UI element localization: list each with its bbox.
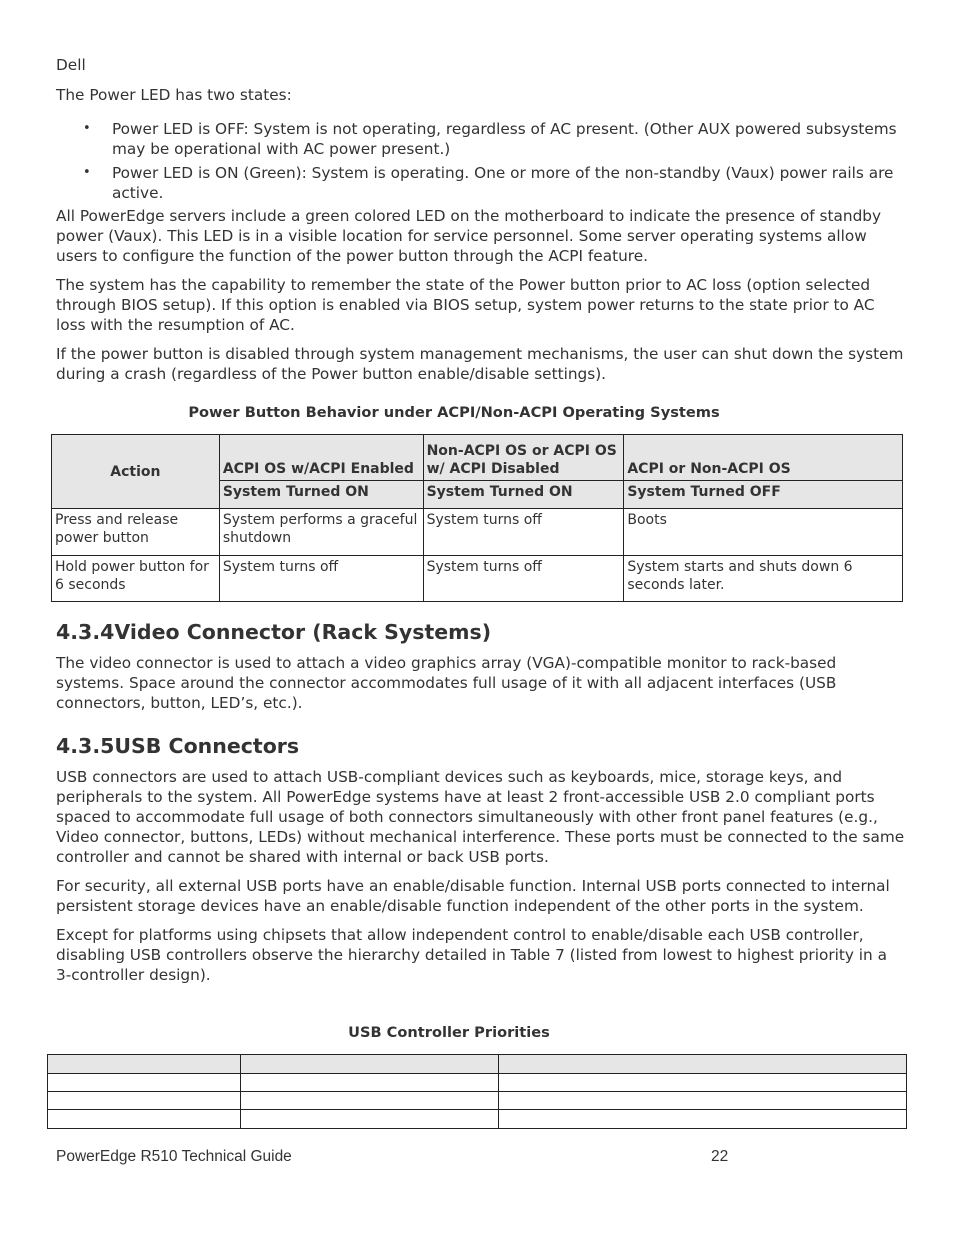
power-button-behavior-table bbox=[51, 434, 903, 602]
column-header: Non-ACPI OS or ACPI OS w/ ACPI Disabled bbox=[423, 435, 624, 481]
table-cell: Boots bbox=[624, 509, 903, 556]
video-connector-paragraph: The video connector is used to attach a video graphics array (VGA)-compatible monitor to rack-based systems. Space around the connector accommodates full usage of it with all adjacent interfaces (USB connectors, button, LED’s, etc.). bbox=[56, 654, 837, 712]
section-number: 4.3.4 bbox=[56, 620, 115, 644]
table-cell bbox=[48, 1092, 241, 1110]
power-led-states-list bbox=[56, 119, 906, 203]
table-row bbox=[48, 1110, 907, 1129]
video-connector-section bbox=[56, 620, 906, 713]
usb-hierarchy-paragraph: Except for platforms using chipsets that allow independent control to enable/disable each USB controller, disabling USB controllers observe the hierarchy detailed in Table 7 (listed from lowest to highest priority in a 3-controller design). bbox=[56, 926, 887, 984]
footer-title: PowerEdge R510 Technical Guide bbox=[56, 1148, 292, 1165]
table-cell: Hold power button for 6 seconds bbox=[52, 556, 220, 602]
column-header: ACPI or Non-ACPI OS bbox=[624, 435, 903, 481]
usb-controller-priorities-table bbox=[47, 1054, 907, 1129]
action-header: Action bbox=[52, 435, 220, 509]
sub-header: System Turned ON bbox=[219, 481, 423, 509]
usb-security-paragraph: For security, all external USB ports have an enable/disable function. Internal USB ports connected to internal persistent storage devices have an enable/disable function independent of the other ports in the system. bbox=[56, 877, 890, 915]
list-item bbox=[56, 119, 906, 159]
table-cell: Press and release power button bbox=[52, 509, 220, 556]
table-cell: System turns off bbox=[423, 509, 624, 556]
table-row bbox=[48, 1055, 907, 1074]
table-cell bbox=[240, 1110, 499, 1129]
table-cell bbox=[499, 1110, 907, 1129]
table-cell bbox=[240, 1074, 499, 1092]
section-title: Video Connector (Rack Systems) bbox=[114, 620, 492, 644]
table-cell bbox=[240, 1092, 499, 1110]
sub-header: System Turned OFF bbox=[624, 481, 903, 509]
section-number: 4.3.5 bbox=[56, 734, 115, 758]
power-state-paragraph: The system has the capability to remember the state of the Power button prior to AC loss (option selected through BIOS setup). If this option is enabled via BIOS setup, system power returns to the state prior to AC loss with the resumption of AC. bbox=[56, 276, 875, 334]
bullet-text: Power LED is OFF: System is not operating, regardless of AC present. (Other AUX powered subsystems may be operational with AC power present.) bbox=[112, 120, 897, 158]
page-number: 22 bbox=[711, 1148, 729, 1165]
power-table-caption-text: Power Button Behavior under ACPI/Non-ACPI Operating Systems bbox=[188, 404, 720, 421]
crash-shutdown-paragraph: If the power button is disabled through system management mechanisms, the user can shut down the system during a crash (regardless of the Power button enable/disable settings). bbox=[56, 345, 904, 383]
bullet-icon: • bbox=[83, 121, 91, 136]
table-row bbox=[52, 509, 903, 556]
table-row bbox=[52, 556, 903, 602]
column-header: ACPI OS w/ACPI Enabled bbox=[219, 435, 423, 481]
table-cell: System starts and shuts down 6 seconds later. bbox=[624, 556, 903, 602]
intro-section bbox=[56, 85, 906, 384]
table-cell: System turns off bbox=[423, 556, 624, 602]
list-item bbox=[56, 163, 906, 203]
table-row bbox=[48, 1092, 907, 1110]
table-cell: System turns off bbox=[219, 556, 423, 602]
table-row bbox=[48, 1074, 907, 1092]
table-cell bbox=[48, 1074, 241, 1092]
table-cell bbox=[499, 1055, 907, 1074]
power-table-caption bbox=[56, 404, 954, 421]
section-title: USB Connectors bbox=[114, 734, 300, 758]
sub-header: System Turned ON bbox=[423, 481, 624, 509]
bullet-text: Power LED is ON (Green): System is operating. One or more of the non-standby (Vaux) power rails are active. bbox=[112, 164, 894, 202]
document-header: Dell bbox=[56, 56, 86, 74]
usb-table-caption bbox=[56, 1024, 954, 1041]
section-heading bbox=[56, 620, 906, 644]
usb-table-caption-text: USB Controller Priorities bbox=[348, 1024, 550, 1041]
table-cell bbox=[48, 1055, 241, 1074]
table-cell bbox=[499, 1092, 907, 1110]
usb-connectors-section bbox=[56, 734, 906, 985]
section-heading bbox=[56, 734, 906, 758]
table-cell bbox=[240, 1055, 499, 1074]
table-cell: System performs a graceful shutdown bbox=[219, 509, 423, 556]
table-cell bbox=[48, 1110, 241, 1129]
table-cell bbox=[499, 1074, 907, 1092]
usb-paragraph: USB connectors are used to attach USB-compliant devices such as keyboards, mice, storage keys, and peripherals to the system. All PowerEdge systems have at least 2 front-accessible USB 2.0 compliant ports spaced to accommodate full usage of both connectors simultaneously with other front panel features (e.g., Video connector, buttons, LEDs) without mechanical interference. These ports must be connected to the same controller and cannot be shared with internal or back USB ports. bbox=[56, 768, 905, 866]
power-led-lead: The Power LED has two states: bbox=[56, 86, 292, 104]
bullet-icon: • bbox=[83, 165, 91, 180]
standby-led-paragraph: All PowerEdge servers include a green colored LED on the motherboard to indicate the presence of standby power (Vaux). This LED is in a visible location for service personnel. Some server operating systems allow users to configure the function of the power button through the ACPI feature. bbox=[56, 207, 882, 265]
